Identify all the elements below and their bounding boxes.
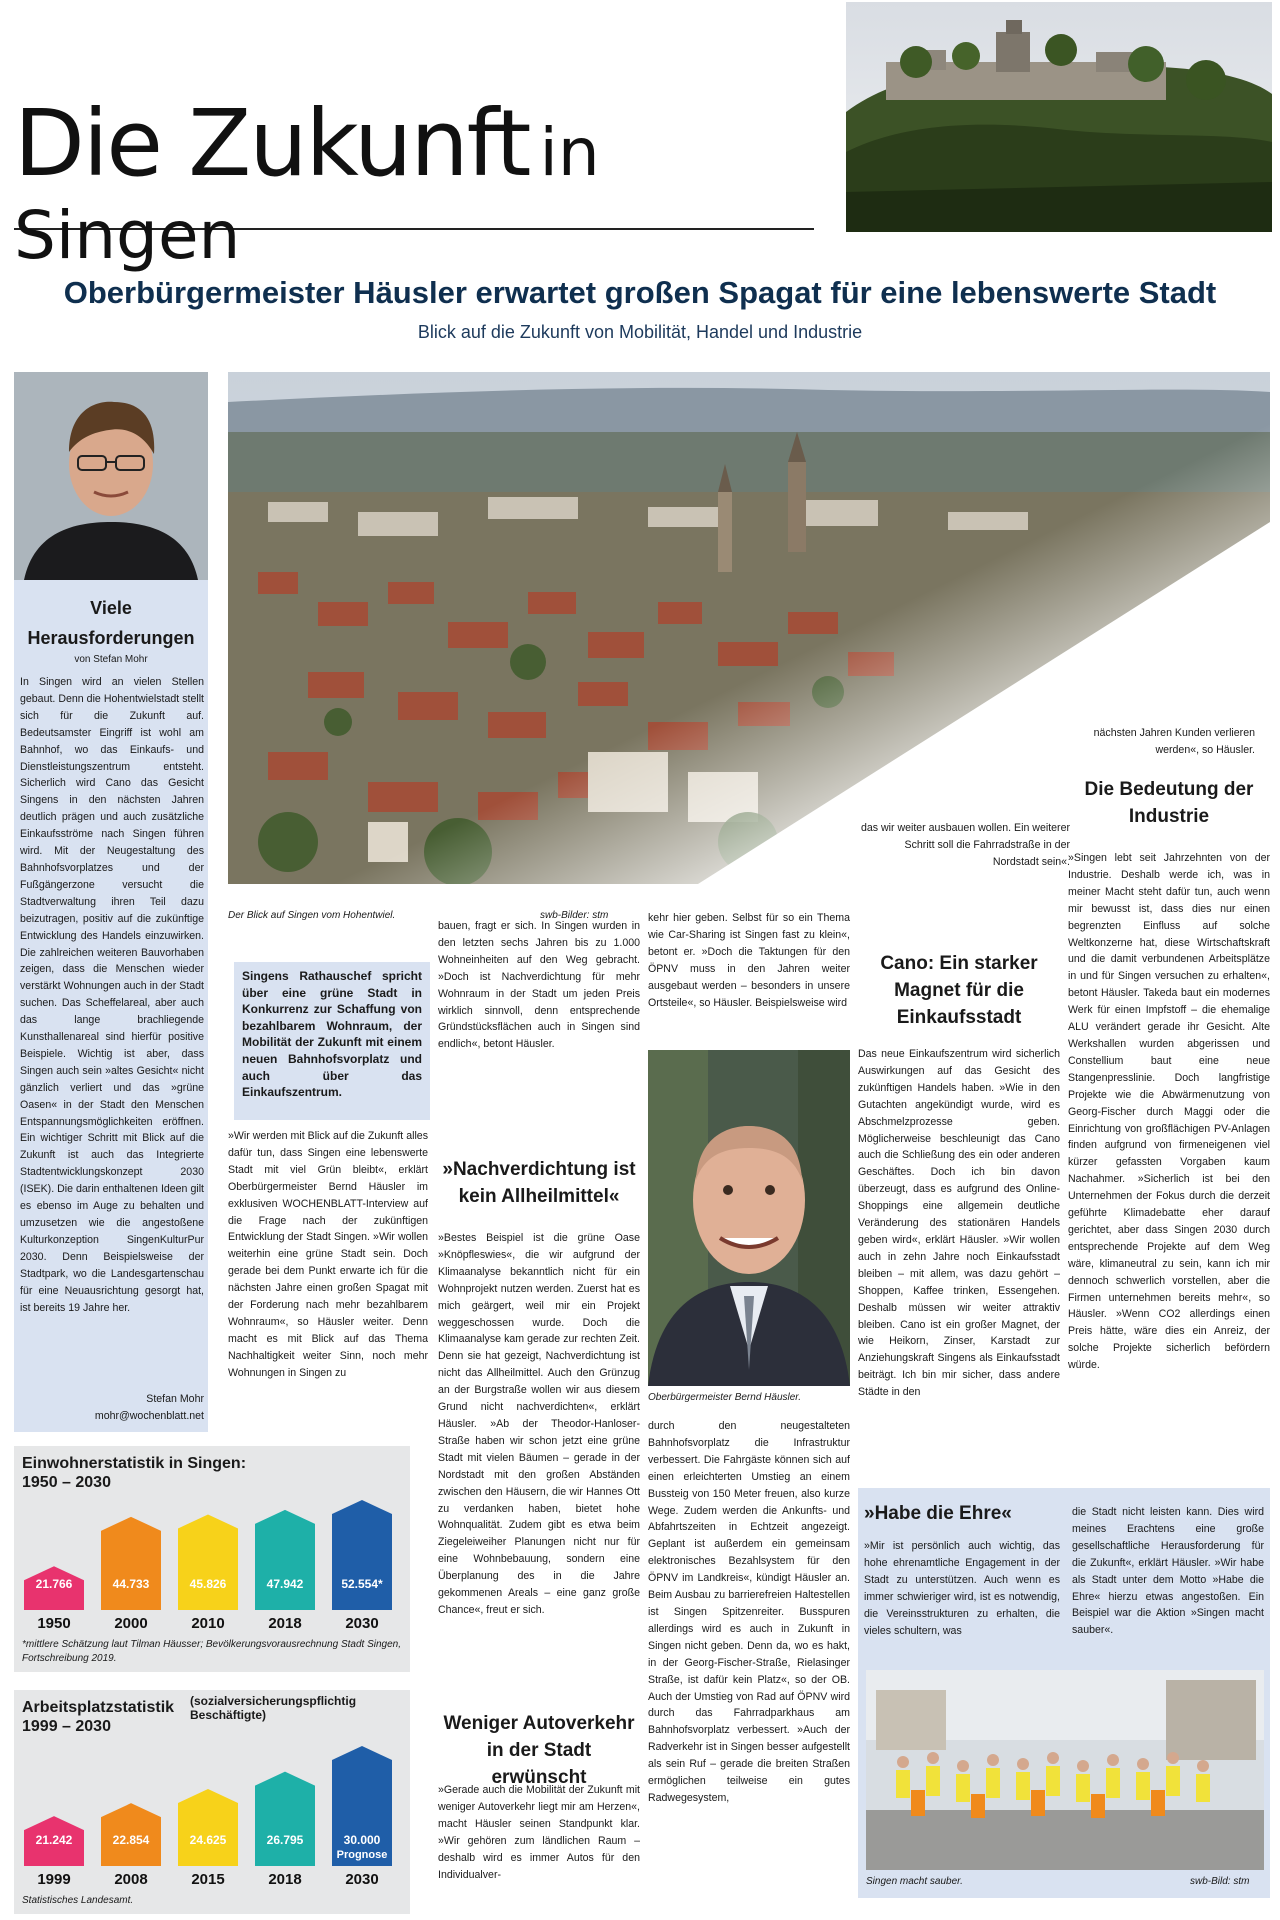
masthead-title-big: Die Zukunft <box>14 90 530 197</box>
chart-value-label-2030: 52.554* <box>341 1577 383 1591</box>
chart-value-label-1999: 21.242 <box>35 1833 73 1847</box>
ehre-right-text: die Stadt nicht leisten kann. Dies wird meines Erachtens eine große gesellschaftliche Herausforderung für die Zukunft«, erklärt Häusler. »Wir habe als Stadt unter dem Motto »Habe die Ehre« hierzu etwas angestoßen. Ein Beispiel war die Aktion »Singen macht sauber«. <box>1072 1506 1264 1637</box>
col3-top-text: bauen, fragt er sich. In Singen wurden in den letzten sechs Jahren bis zu 1.000 Wohneinheiten auf den Weg gebracht. »Doch ist Nachverdichtung für mehr Wohnraum in der Stadt um jeden Preis wirklich sinnvoll, denn entsprechende Gründstücksflächen auch in Singen sind endlich«, betont Häusler. <box>438 920 640 1051</box>
chart-value-label-2008: 22.854 <box>112 1833 150 1847</box>
subhead-autoverkehr: Weniger Autoverkehr in der Stadt erwünscht <box>443 1713 635 1788</box>
sidebar-byline: von Stefan Mohr <box>74 654 148 665</box>
col6-text: »Singen lebt seit Jahrzehnten von der Industrie. Deshalb werde ich, was in meiner Macht steht dafür tun, auch wenn mir bewusst ist, dass dies nur einen begrenzten Einfluss auf solche Weltkonzerne hat, diese Wirtschaftskraft und die damit verbundenen Arbeitsplätze in und für Singen versuchen zu erhalten«, betont Häusler. Takeda baut ein modernes Werk für einen Impfstoff – die ehemalige ALU verändert gerade ihr Gesicht. Alte Werkshallen wurden abgerissen und Constellium baut eine neue Stangenpresslinie. Doch langfristige Projekte wie die Abwärmenutzung von Georg-Fischer durch Maggi oder die Einrichtung von großflächigen PV-Anlagen finden aufgrund von firmeneigenen viel kürzer gefassten Vorgaben kaum Nachahmer. »Sicherlich ist bei den Unternehmen der Fokus durch die derzeit geführte Klimadebatte eher darauf gerichtet, aber dass Singen 2030 durch entsprechende Projekte auf dem Weg wäre, klimaneutral zu sein, kann ich mir dennoch schwerlich vorstellen, aber die Firmen unternehmen bereits mehr«, so Häusler. »Wenn CO2 allerdings einen Preis hätte, wäre dies ein Anreiz, der solche Projekte sicherlich befördern würde. <box>1068 852 1270 1372</box>
chart-bar-2015 <box>178 1789 238 1866</box>
group-photo <box>866 1670 1264 1870</box>
chart-category-2018: 2018 <box>268 1871 302 1888</box>
chart-category-1999: 1999 <box>37 1871 71 1888</box>
col3-bottom-text: »Gerade auch die Mobilität der Zukunft mit weniger Autoverkehr liegt mir am Herzen«, macht Häusler seinen Standpunkt klar. »Wir gehören zum ländlichen Raum – deshalb wird es immer Autos für den Individualver- <box>438 1784 640 1881</box>
chart-category-2008: 2008 <box>114 1871 148 1888</box>
masthead-title-small: in Singen <box>14 114 600 274</box>
jobs-title-line2: 1999 – 2030 <box>22 1718 111 1735</box>
chart-category-2010: 2010 <box>191 1615 225 1632</box>
chart-category-2000: 2000 <box>114 1615 148 1632</box>
group-photo-caption: Singen macht sauber. <box>866 1876 963 1887</box>
chart-category-2015: 2015 <box>191 1871 225 1888</box>
sidebar-heading-line1: Viele <box>90 598 132 618</box>
sidebar-signature-email: mohr@wochenblatt.net <box>94 1410 204 1422</box>
sidebar-heading-line2: Herausforderungen <box>27 628 195 648</box>
subhead-industrie: Die Bedeutung der Industrie <box>1084 779 1254 827</box>
chart-bar-2030 <box>332 1500 392 1610</box>
chart-value-label-2018: 47.942 <box>266 1577 304 1591</box>
photo-overlay-text-1: nächsten Jahren Kunden verlieren werden«, so Häusler. <box>1093 727 1255 756</box>
chart-bar-2010 <box>178 1514 238 1610</box>
col5-text: Das neue Einkaufszentrum wird sicherlich Auswirkungen auf das Gesicht des zukünftigen Handels haben. »Wie in den Gutachten angekündigt wurde, wird es Abschmelzprozesse geben. Möglicherweise beschleunigt das Cano auch die Schließung des ein oder anderen Geschäftes. Doch ich bin davon überzeugt, dass es aufgrund des Online-Shoppings eine allgemein deutliche Veränderung des stationären Handels geben wird«, erklärt Häusler. »Wir wollen auch in zehn Jahre noch Einkaufsstadt bleiben – mit allem, was dazu gehört – Shoppen, Kaffee trinken, Essengehen. Deshalb müssen wir weiter attraktiv bleiben. Cano ist ein großer Magnet, der wie Heikorn, Zinser, Karstadt zur Anziehungskraft Singens als Einkaufsstadt beiträgt. Ich bin mir sicher, dass andere Städte in den <box>858 1048 1060 1399</box>
chart-category-1950: 1950 <box>37 1615 71 1632</box>
photo-overlay-text-2: das wir weiter ausbauen wollen. Ein weiterer Schritt soll die Fahrradstraße in der Nordstadt sein«. <box>860 822 1070 868</box>
author-portrait <box>14 372 208 580</box>
chart-category-2018: 2018 <box>268 1615 302 1632</box>
group-photo-credit: swb-Bild: stm <box>1190 1876 1250 1887</box>
subhead-ehre: »Habe die Ehre« <box>864 1503 1012 1524</box>
headline: Oberbürgermeister Häusler erwartet großen Spagat für eine lebenswerte Stadt <box>63 275 1217 310</box>
subheadline: Blick auf die Zukunft von Mobilität, Handel und Industrie <box>417 322 863 342</box>
population-chart <box>14 1486 410 1636</box>
chart-bar-2030 <box>332 1746 392 1866</box>
chart-value-label-2015: 24.625 <box>189 1833 227 1847</box>
subhead-nachverdichtung: »Nachverdichtung ist kein Allheilmittel« <box>442 1159 636 1207</box>
population-footnote: *mittlere Schätzung laut Tilman Häusser; Bevölkerungsvorausrechnung Stadt Singen, Fortschreibung 2019. <box>22 1639 402 1664</box>
chart-value-label-2030: 30.000 <box>343 1833 381 1847</box>
page-bottom <box>0 1914 1280 1920</box>
population-title-line1: Einwohnerstatistik in Singen: <box>22 1455 247 1472</box>
chart-value-label-2000: 44.733 <box>112 1577 150 1591</box>
mayor-portrait-caption: Oberbürgermeister Bernd Häusler. <box>648 1392 802 1403</box>
jobs-title-line1: Arbeitsplatzstatistik <box>22 1699 175 1716</box>
sidebar-signature-name: Stefan Mohr <box>146 1393 204 1405</box>
castle-photo <box>846 2 1272 232</box>
chart-value-label-2010: 45.826 <box>189 1577 227 1591</box>
col4-bottom-text: durch den neugestalteten Bahnhofsvorplatz die Infrastruktur verbessert. Die Fahrgäste können sich auf einen erleichterten Umstieg an einem Bussteig von 150 Meter freuen, also kurze Wege. Zudem werden die Ankunfts- und Abfahrtszeiten in Echtzeit angezeigt. Geplant ist außerdem ein gemeinsam elektronisches Bezahlsystem für den ÖPNV im Landkreis«, kündigt Häusler an. Beim Ausbau zu barrierefreien Haltestellen ist Singen Spitzenreiter. Busspuren allerdings wird es auch in Zukunft in Singen nicht geben. Denn da, wo es hakt, in der Georg-Fischer-Straße, Rielasinger Straße, ist dafür kein Platz«, so der OB. Auch der Umstieg von Rad auf ÖPNV wird durch das Fahrradparkhaus am Bahnhofsvorplatz verbessert. »Auch der Radverkehr ist in Singen besser aufgestellt als sein Ruf – gerade die breiten Straßen ermöglichen teilweise ein gutes Radwegesystem, <box>648 1420 850 1804</box>
chart-category-2030: 2030 <box>345 1615 379 1632</box>
intro-text: Singens Rathauschef spricht über eine grüne Stadt in Konkurrenz zur Schaffung von bezahlbarem Wohnraum, der Mobilität der Zukunft mit einem neuen Bahnhofsvorplatz und auch über das Einkaufszentrum. <box>242 969 422 1100</box>
photo-caption: Der Blick auf Singen vom Hohentwiel. <box>228 910 396 921</box>
chart-category-2030: 2030 <box>345 1871 379 1888</box>
photo-credit: swb-Bilder: stm <box>540 910 609 921</box>
jobs-footnote: Statistisches Landesamt. <box>22 1895 134 1906</box>
col4-top-text: kehr hier geben. Selbst für so ein Thema wie Car-Sharing ist Singen fast zu klein«, betont er. »Doch die Taktungen für den ÖPNV muss in den Jahren weiter ausgebaut werden – besonders in unsere Ortsteile«, so Häusler. Beispielsweise wird <box>648 912 850 1009</box>
subhead-cano: Cano: Ein starker Magnet für die Einkaufsstadt <box>880 953 1038 1028</box>
col3-mid-text: »Bestes Beispiel ist die grüne Oase »Knöpfleswies«, die wir aufgrund der Klimaanalyse bekanntlich nicht für ein Wohnprojekt nutzen werden. Zuerst hat es mich geärgert, weil mir ein Projekt weggeschossen wurde. Doch die Klimaanalyse kam gerade zur rechten Zeit. Denn sie hat gezeigt, Nachverdichtung ist nicht das Allheilmittel. Auch den Grünzug an der Burgstraße wollen wir aus diesem Grund nicht nachverdichten«, erklärt Häusler. »Ab der Theodor-Hanloser-Straße haben wir schon jetzt eine grüne Stadt mit vielen Bäumen – gerade in der Nordstadt mit den großen Abständen zwischen den Häusern, die wir Hannes Ott zu verdanken haben, bietet hohe Wohnqualität. Zudem gibt es etwa beim Ziegeleiweiher Planungen nicht nur für eine Wohnbebauung, sondern eine Überplanung des in die Jahre gekommenen Areals – eine ganz große Chance«, freut er sich. <box>438 1232 640 1616</box>
masthead <box>14 90 814 274</box>
chart-extra-label: Prognose <box>336 1849 388 1861</box>
col2-text: »Wir werden mit Blick auf die Zukunft alles dafür tun, dass Singen eine lebenswerte Stadt mit viel Grün bleibt«, erklärt Oberbürgermeister Bernd Häusler im exklusiven WOCHENBLATT-Interview auf die Frage nach der zukünftigen Entwicklung der Stadt Singen. »Wir wollen weiterhin eine grüne Stadt sein. Doch gerade bei dem Punkt erwarte ich für die nächsten Jahre einen großen Spagat mit der Forderung nach mehr bezahlbarem Wohnraum«, so Häusler weiter. Denn macht es mit Blick auf das Thema Nachhaltigkeit weiter Sinn, noch mehr Wohnungen in Singen zu <box>228 1130 428 1379</box>
chart-bar-2018 <box>255 1772 315 1866</box>
sidebar-text: In Singen wird an vielen Stellen gebaut. Denn die Hohentwielstadt stellt sich für die Zukunft auf. Bedeutsamster Eingriff ist wohl am Bahnhof, wo das Einkaufs- und Dienstleistungszentrum entsteht. Sicherlich wird Cano das Gesicht Singens in den nächsten Jahren deutlich prägen und auch zusätzliche Einkaufsströme nach Singen führen wird. Mit der Neugestaltung des Bahnhofsvorplatzes und der Fußgängerzone versucht die Stadtverwaltung ihren Teil dazu beizutragen, positiv auf die zukünftige Entwicklung des Handels einzuwirken. Die zahlreichen weiteren Bauvorhaben zeigen, dass die Menschen wieder verstärkt Wohnungen auch in der Stadt suchen. Das Scheffelareal, aber auch das lange brachliegende Kunsthallenareal sind hierfür positive Beispiele. Wichtig ist aber, dass Singen auch sein »altes Gesicht« nicht gänzlich verliert und das »grüne Oasen« in der Stadt den Menschen Entspannungsmöglichkeiten eröffnen. Ein wichtiger Schritt mit Blick auf die Zukunft ist auch das Integrierte Stadtentwicklungskonzept 2030 (ISEK). Die darin enthaltenen Ideen gilt es ebenso im Auge zu behalten und umzusetzen wie die angestoßene Kulturkonzeption SingenKulturPur 2030. Denn Beispielsweise der Stadtpark, wo die Landesgartenschau für eine Neuausrichtung gesorgt hat, ist bereits 19 Jahre her. <box>20 676 204 1314</box>
sidebar-heading <box>14 593 208 653</box>
chart-bar-2000 <box>101 1517 161 1610</box>
jobs-chart <box>14 1730 410 1892</box>
jobs-stats-box <box>14 1690 410 1914</box>
population-stats-box <box>14 1446 410 1672</box>
chart-value-label-1950: 21.766 <box>35 1577 73 1591</box>
mayor-portrait <box>648 1050 850 1386</box>
population-title-line2: 1950 – 2030 <box>22 1474 111 1491</box>
ehre-text: »Mir ist persönlich auch wichtig, das hohe ehrenamtliche Engagement in der Stadt zu unterstützen. Auch wenn es immer schwieriger wird, ist es notwendig, die Vereinsstrukturen zu erhalten, die vieles schultern, was <box>864 1540 1060 1637</box>
jobs-title-note: (sozialversicherungspflichtig Beschäftigte) <box>190 1694 357 1722</box>
chart-value-label-2018: 26.795 <box>266 1833 304 1847</box>
chart-bar-2018 <box>255 1510 315 1610</box>
